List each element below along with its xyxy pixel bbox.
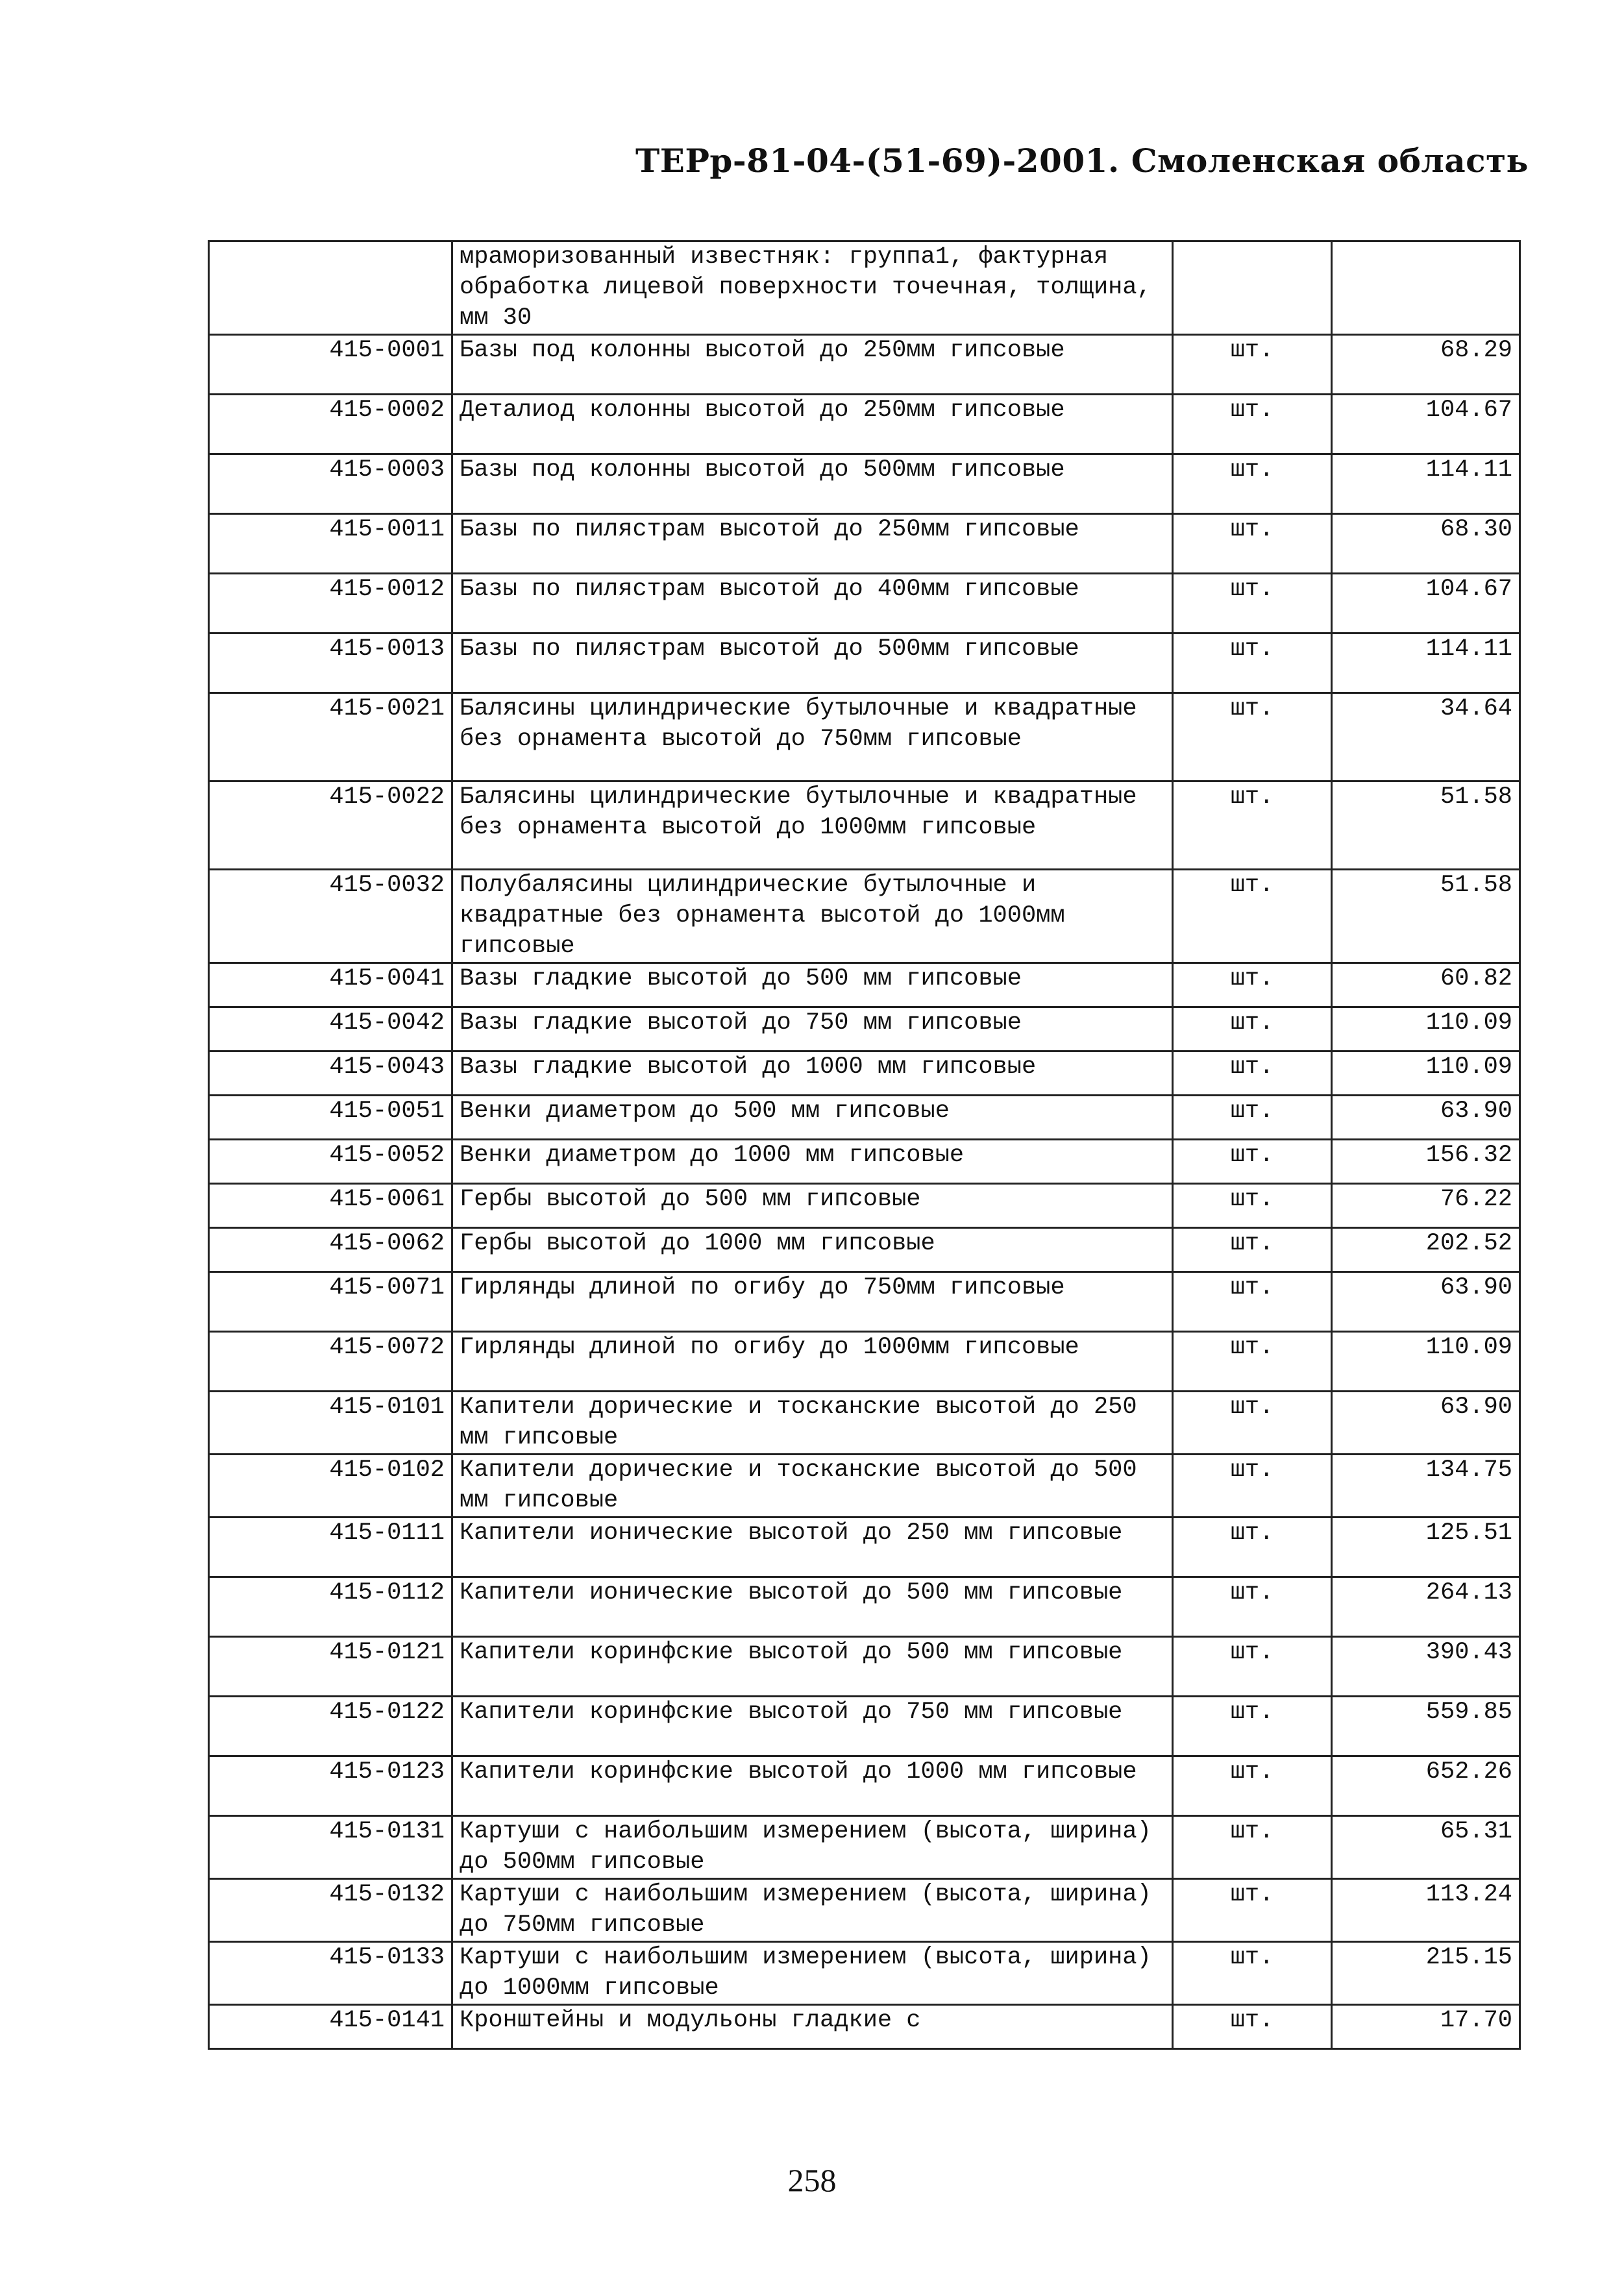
page-number: 258 — [787, 2162, 837, 2198]
cell-price: 215.15 — [1332, 1942, 1520, 2005]
table-row — [209, 781, 1520, 870]
cell-code: 415-0001 — [209, 335, 452, 395]
cell-price: 51.58 — [1332, 781, 1520, 870]
table-row-continuation — [209, 241, 1520, 335]
table-row — [209, 335, 1520, 395]
cell-name: Вазы гладкие высотой до 500 мм гипсовые — [452, 963, 1173, 1007]
cell-price: 68.30 — [1332, 514, 1520, 574]
table-row — [209, 1272, 1520, 1332]
cell-code: 415-0012 — [209, 574, 452, 633]
cell-unit: шт. — [1173, 1051, 1332, 1096]
table-row — [209, 1455, 1520, 1518]
cell-code: 415-0131 — [209, 1816, 452, 1879]
cell-name: Картуши с наибольшим измерением (высота, ширина) до 500мм гипсовые — [452, 1816, 1173, 1879]
cell-code: 415-0062 — [209, 1228, 452, 1272]
cell-price: 110.09 — [1332, 1051, 1520, 1096]
cell-name: Гирлянды длиной по огибу до 750мм гипсовые — [452, 1272, 1173, 1332]
cell-unit: шт. — [1173, 1332, 1332, 1392]
cell-code: 415-0061 — [209, 1184, 452, 1228]
cell-unit: шт. — [1173, 2005, 1332, 2049]
cell-name: Базы по пилястрам высотой до 250мм гипсовые — [452, 514, 1173, 574]
cell-price: 51.58 — [1332, 870, 1520, 963]
table-row — [209, 963, 1520, 1007]
cell-price: 114.11 — [1332, 633, 1520, 693]
cell-code: 415-0132 — [209, 1879, 452, 1942]
table-row — [209, 870, 1520, 963]
cell-unit: шт. — [1173, 1637, 1332, 1697]
table-row — [209, 1577, 1520, 1637]
cell-code: 415-0122 — [209, 1697, 452, 1756]
cell-name: Капители коринфские высотой до 500 мм гипсовые — [452, 1637, 1173, 1697]
table-row — [209, 1096, 1520, 1140]
cell-price: 104.67 — [1332, 395, 1520, 454]
page-header-title: ТЕРр-81-04-(51-69)-2001. Смоленская область — [635, 141, 1529, 180]
cell-name: Кронштейны и модульоны гладкие с — [452, 2005, 1173, 2049]
cell-code: 415-0121 — [209, 1637, 452, 1697]
cell-name: Балясины цилиндрические бутылочные и квадратные без орнамента высотой до 1000мм гипсовые — [452, 781, 1173, 870]
cell-name: Капители ионические высотой до 500 мм гипсовые — [452, 1577, 1173, 1637]
cell-price: 110.09 — [1332, 1007, 1520, 1051]
cell-price: 264.13 — [1332, 1577, 1520, 1637]
cell-code: 415-0102 — [209, 1455, 452, 1518]
cell-code-empty — [209, 241, 452, 335]
table-row — [209, 514, 1520, 574]
cell-name: Базы по пилястрам высотой до 400мм гипсовые — [452, 574, 1173, 633]
cell-price: 559.85 — [1332, 1697, 1520, 1756]
cell-name: Базы по пилястрам высотой до 500мм гипсовые — [452, 633, 1173, 693]
cell-name: Деталиод колонны высотой до 250мм гипсовые — [452, 395, 1173, 454]
price-table — [208, 240, 1521, 2050]
cell-unit: шт. — [1173, 1942, 1332, 2005]
cell-unit: шт. — [1173, 335, 1332, 395]
cell-unit: шт. — [1173, 963, 1332, 1007]
cell-price: 114.11 — [1332, 454, 1520, 514]
table-row — [209, 2005, 1520, 2049]
cell-name: Гербы высотой до 1000 мм гипсовые — [452, 1228, 1173, 1272]
cell-price: 134.75 — [1332, 1455, 1520, 1518]
table-row — [209, 1879, 1520, 1942]
table-row — [209, 1184, 1520, 1228]
cell-code: 415-0072 — [209, 1332, 452, 1392]
cell-code: 415-0032 — [209, 870, 452, 963]
cell-unit: шт. — [1173, 395, 1332, 454]
table-row — [209, 1816, 1520, 1879]
table-row — [209, 1332, 1520, 1392]
cell-name: Вазы гладкие высотой до 1000 мм гипсовые — [452, 1051, 1173, 1096]
cell-code: 415-0042 — [209, 1007, 452, 1051]
cell-unit: шт. — [1173, 1518, 1332, 1577]
cell-price: 125.51 — [1332, 1518, 1520, 1577]
cell-name: Балясины цилиндрические бутылочные и квадратные без орнамента высотой до 750мм гипсовые — [452, 693, 1173, 781]
cell-code: 415-0021 — [209, 693, 452, 781]
cell-unit: шт. — [1173, 1140, 1332, 1184]
cell-code: 415-0013 — [209, 633, 452, 693]
cell-unit: шт. — [1173, 1577, 1332, 1637]
table-row — [209, 1697, 1520, 1756]
cell-code: 415-0011 — [209, 514, 452, 574]
table-row — [209, 1637, 1520, 1697]
cell-price: 76.22 — [1332, 1184, 1520, 1228]
cell-price: 63.90 — [1332, 1392, 1520, 1455]
cell-unit: шт. — [1173, 1392, 1332, 1455]
cell-price: 156.32 — [1332, 1140, 1520, 1184]
cell-code: 415-0051 — [209, 1096, 452, 1140]
cell-unit: шт. — [1173, 693, 1332, 781]
cell-name: Гербы высотой до 500 мм гипсовые — [452, 1184, 1173, 1228]
cell-price: 202.52 — [1332, 1228, 1520, 1272]
cell-code: 415-0002 — [209, 395, 452, 454]
cell-code: 415-0043 — [209, 1051, 452, 1096]
cell-price: 390.43 — [1332, 1637, 1520, 1697]
cell-code: 415-0123 — [209, 1756, 452, 1816]
cell-code: 415-0141 — [209, 2005, 452, 2049]
cell-unit: шт. — [1173, 1455, 1332, 1518]
cell-unit: шт. — [1173, 1879, 1332, 1942]
table-row — [209, 1942, 1520, 2005]
cell-unit: шт. — [1173, 781, 1332, 870]
cell-name: Полубалясины цилиндрические бутылочные и квадратные без орнамента высотой до 1000мм гипсовые — [452, 870, 1173, 963]
cell-unit: шт. — [1173, 454, 1332, 514]
cell-price: 68.29 — [1332, 335, 1520, 395]
table-row — [209, 1228, 1520, 1272]
table-row — [209, 1392, 1520, 1455]
cell-name: Капители коринфские высотой до 1000 мм гипсовые — [452, 1756, 1173, 1816]
cell-price: 113.24 — [1332, 1879, 1520, 1942]
table-row — [209, 574, 1520, 633]
cell-name: Гирлянды длиной по огибу до 1000мм гипсовые — [452, 1332, 1173, 1392]
cell-code: 415-0003 — [209, 454, 452, 514]
cell-code: 415-0111 — [209, 1518, 452, 1577]
cell-code: 415-0052 — [209, 1140, 452, 1184]
cell-continuation-text: мраморизованный известняк: группа1, фактурная обработка лицевой поверхности точечная, толщина, мм 30 — [452, 241, 1173, 335]
cell-code: 415-0041 — [209, 963, 452, 1007]
cell-price: 65.31 — [1332, 1816, 1520, 1879]
table-row — [209, 1756, 1520, 1816]
cell-price-empty — [1332, 241, 1520, 335]
cell-name: Капители коринфские высотой до 750 мм гипсовые — [452, 1697, 1173, 1756]
cell-unit: шт. — [1173, 1007, 1332, 1051]
table-row — [209, 395, 1520, 454]
cell-unit: шт. — [1173, 514, 1332, 574]
cell-price: 63.90 — [1332, 1272, 1520, 1332]
cell-price: 104.67 — [1332, 574, 1520, 633]
cell-unit: шт. — [1173, 1096, 1332, 1140]
cell-name: Капители ионические высотой до 250 мм гипсовые — [452, 1518, 1173, 1577]
cell-price: 17.70 — [1332, 2005, 1520, 2049]
cell-name: Капители дорические и тосканские высотой до 500 мм гипсовые — [452, 1455, 1173, 1518]
table-row — [209, 1518, 1520, 1577]
cell-unit-empty — [1173, 241, 1332, 335]
table-row — [209, 633, 1520, 693]
cell-unit: шт. — [1173, 1184, 1332, 1228]
table-row — [209, 454, 1520, 514]
cell-name: Капители дорические и тосканские высотой до 250 мм гипсовые — [452, 1392, 1173, 1455]
cell-price: 110.09 — [1332, 1332, 1520, 1392]
cell-code: 415-0071 — [209, 1272, 452, 1332]
cell-name: Венки диаметром до 1000 мм гипсовые — [452, 1140, 1173, 1184]
cell-name: Картуши с наибольшим измерением (высота, ширина) до 750мм гипсовые — [452, 1879, 1173, 1942]
cell-unit: шт. — [1173, 1756, 1332, 1816]
table-row — [209, 1140, 1520, 1184]
cell-unit: шт. — [1173, 1816, 1332, 1879]
cell-unit: шт. — [1173, 1272, 1332, 1332]
cell-price: 652.26 — [1332, 1756, 1520, 1816]
table-row — [209, 1007, 1520, 1051]
cell-price: 34.64 — [1332, 693, 1520, 781]
cell-unit: шт. — [1173, 633, 1332, 693]
cell-unit: шт. — [1173, 1228, 1332, 1272]
cell-name: Вазы гладкие высотой до 750 мм гипсовые — [452, 1007, 1173, 1051]
cell-unit: шт. — [1173, 574, 1332, 633]
cell-code: 415-0112 — [209, 1577, 452, 1637]
cell-code: 415-0101 — [209, 1392, 452, 1455]
cell-code: 415-0133 — [209, 1942, 452, 2005]
cell-name: Венки диаметром до 500 мм гипсовые — [452, 1096, 1173, 1140]
cell-price: 60.82 — [1332, 963, 1520, 1007]
cell-name: Картуши с наибольшим измерением (высота, ширина) до 1000мм гипсовые — [452, 1942, 1173, 2005]
cell-unit: шт. — [1173, 1697, 1332, 1756]
cell-unit: шт. — [1173, 870, 1332, 963]
cell-price: 63.90 — [1332, 1096, 1520, 1140]
cell-code: 415-0022 — [209, 781, 452, 870]
table-row — [209, 1051, 1520, 1096]
cell-name: Базы под колонны высотой до 250мм гипсовые — [452, 335, 1173, 395]
cell-name: Базы под колонны высотой до 500мм гипсовые — [452, 454, 1173, 514]
table-row — [209, 693, 1520, 781]
